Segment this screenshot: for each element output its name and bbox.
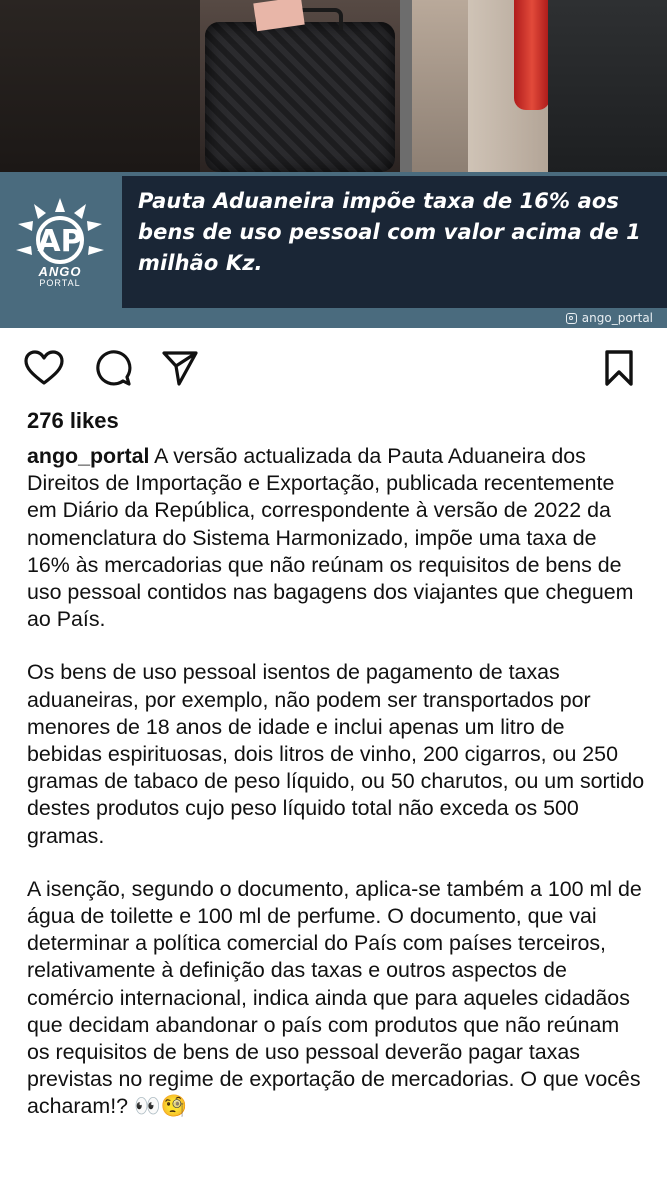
paper-plane-icon <box>161 349 199 387</box>
post-image[interactable] <box>0 0 667 328</box>
post-action-bar <box>0 346 667 394</box>
photo-person <box>0 0 200 172</box>
ango-portal-logo <box>8 194 112 304</box>
sun-logo-icon <box>8 194 112 268</box>
image-headline: Pauta Aduaneira impõe taxa de 16% aos bens de uso pessoal com valor acima de 1 milhão Kz. <box>138 189 641 275</box>
photo-person <box>548 0 667 172</box>
headline-banner <box>0 172 667 328</box>
image-watermark-handle <box>566 308 653 328</box>
save-button[interactable] <box>597 346 641 390</box>
caption-paragraph: Os bens de uso pessoal isentos de pagamento de taxas aduaneiras, por exemplo, não podem ser transportados por menores de 18 anos de idade e inclui apenas um litro de bebidas espirituosas, dois litros de vinho, 200 cigarros, ou 250 gramas de tabaco de peso líquido, ou 50 charutos, ou um sortido destes produtos cujo peso líquido total não exceda os 500 gramas. <box>27 660 645 848</box>
comment-bubble-icon <box>94 349 132 387</box>
caption-paragraph <box>27 443 645 633</box>
like-button[interactable] <box>22 346 66 390</box>
post-photo <box>0 0 667 172</box>
share-button[interactable] <box>158 346 202 390</box>
likes-count[interactable]: 276 likes <box>27 408 119 433</box>
heart-outline-icon <box>24 350 64 386</box>
instagram-icon <box>566 313 577 324</box>
caption-text: A versão actualizada da Pauta Aduaneira dos Direitos de Importação e Exportação, publicada recentemente em Diário da República, correspondente à versão de 2022 da nomenclatura do Sistema Harmonizado, impõe uma taxa de 16% às mercadorias que não reúnam os requisitos de bens de uso pessoal contidos nas bagagens dos viajantes que cheguem ao País. <box>27 444 634 632</box>
photo-fire-extinguisher <box>514 0 550 110</box>
brand-name: ANGO <box>38 264 82 279</box>
bookmark-outline-icon <box>603 349 635 387</box>
svg-text:AP: AP <box>37 224 83 259</box>
caption-paragraph: A isenção, segundo o documento, aplica-se também a 100 ml de água de toilette e 100 ml de perfume. O documento, que vai determinar a política comercial do País com países terceiros, relativamente à definição das taxas e outros aspectos de comércio internacional, indica ainda que para aqueles cidadãos que decidam abandonar o país com produtos que não reúnam os requisitos de bens de uso pessoal deverão pagar taxas previstas no regime de exportação de mercadorias. O que vocês acharam!? 👀🧐 <box>27 876 642 1119</box>
caption-username[interactable]: ango_portal <box>27 444 150 468</box>
watermark-handle-text: ango_portal <box>581 311 653 325</box>
photo-luggage-cart <box>400 0 412 172</box>
comment-button[interactable] <box>91 346 135 390</box>
photo-suitcase <box>205 22 395 172</box>
post-caption <box>27 443 645 1147</box>
brand-subtitle: PORTAL <box>39 278 81 288</box>
